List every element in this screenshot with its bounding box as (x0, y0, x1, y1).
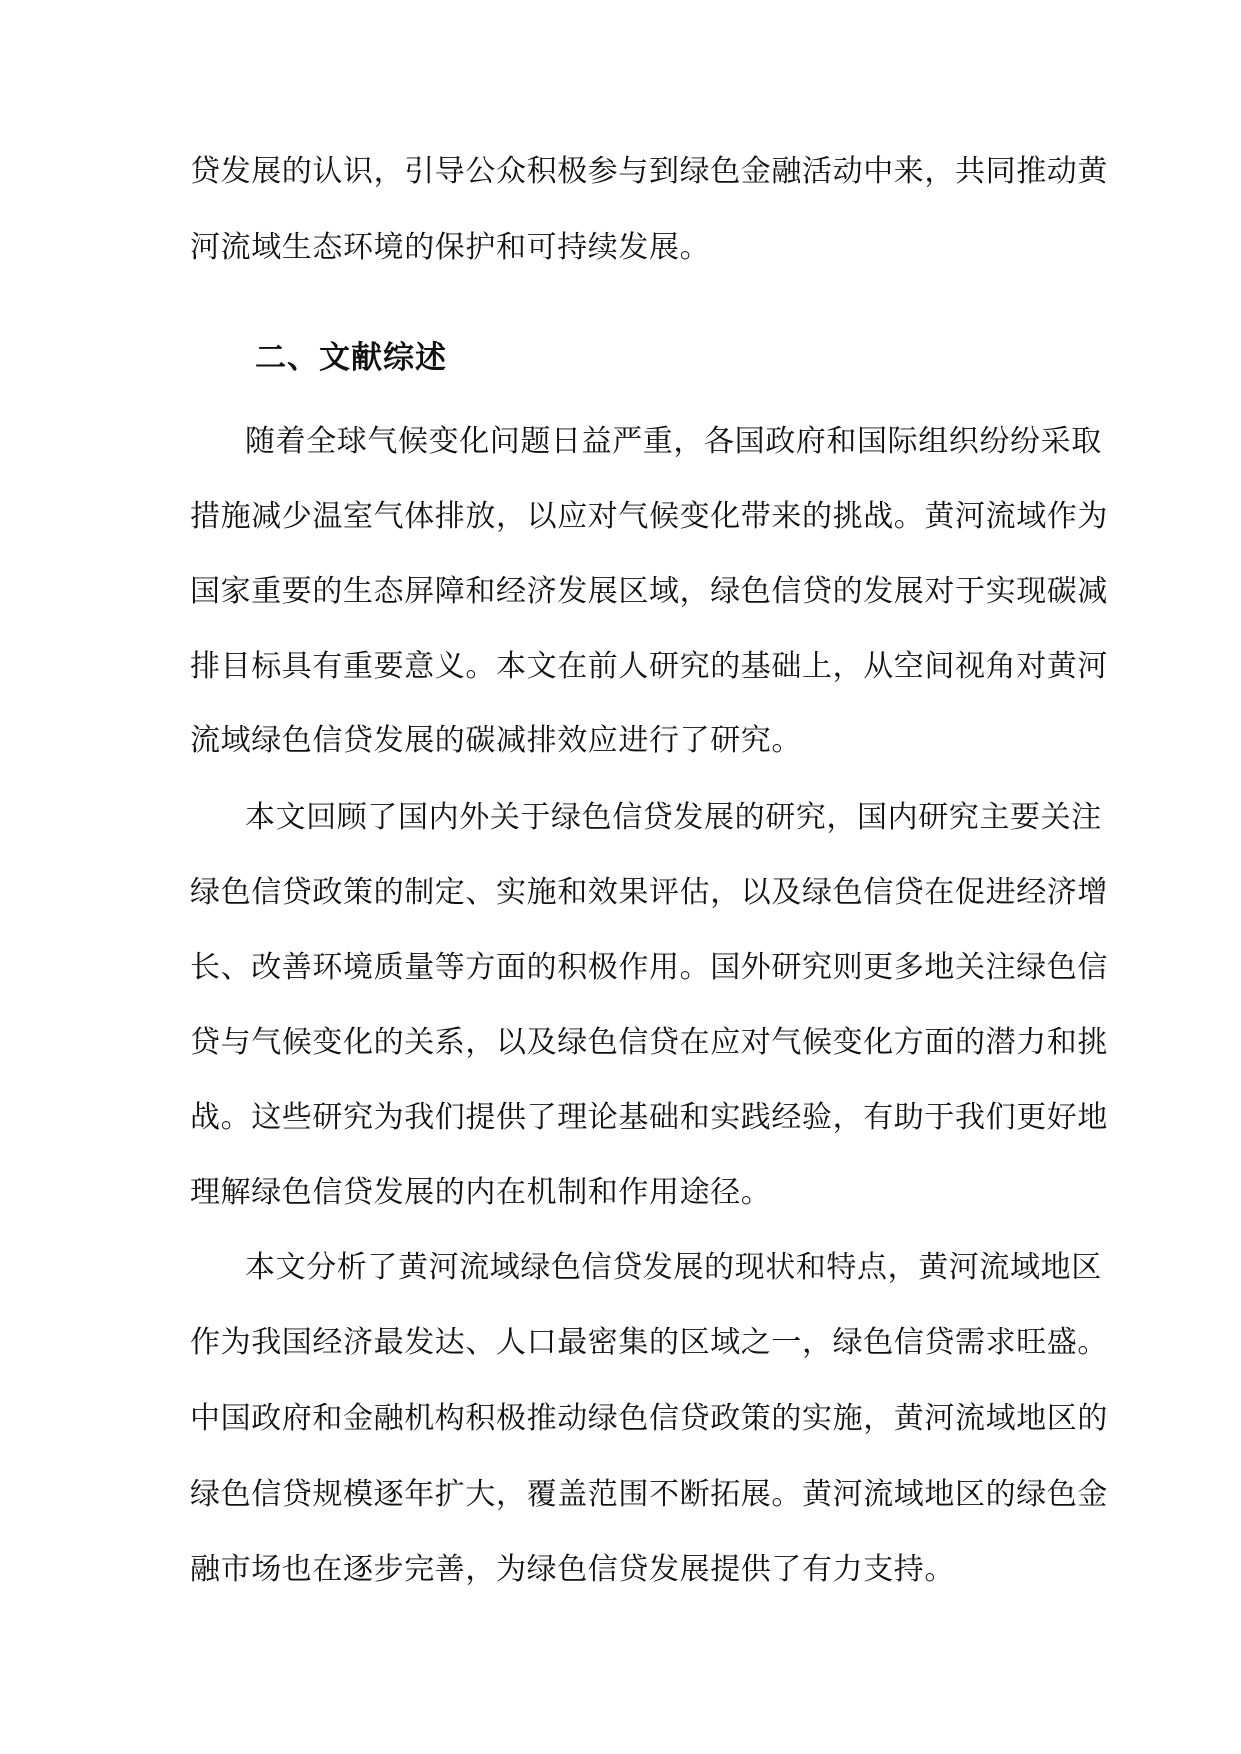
section-heading: 二、文献综述 (255, 340, 447, 376)
text-line: 措施减少温室气体排放，以应对气候变化带来的挑战。黄河流域作为 (190, 499, 1108, 534)
text-line: 本文回顾了国内外关于绿色信贷发展的研究，国内研究主要关注 (245, 800, 1102, 835)
text-line: 长、改善环境质量等方面的积极作用。国外研究则更多地关注绿色信 (190, 950, 1108, 985)
text-line: 流域绿色信贷发展的碳减排效应进行了研究。 (190, 723, 802, 758)
text-line: 融市场也在逐步完善，为绿色信贷发展提供了有力支持。 (190, 1552, 955, 1587)
text-line: 河流域生态环境的保护和可持续发展。 (190, 230, 711, 265)
text-line: 绿色信贷政策的制定、实施和效果评估，以及绿色信贷在促进经济增 (190, 875, 1108, 910)
text-line: 国家重要的生态屏障和经济发展区域，绿色信贷的发展对于实现碳减 (190, 574, 1108, 609)
text-line: 战。这些研究为我们提供了理论基础和实践经验，有助于我们更好地 (190, 1100, 1108, 1135)
text-line: 绿色信贷规模逐年扩大，覆盖范围不断拓展。黄河流域地区的绿色金 (190, 1477, 1108, 1512)
text-line: 随着全球气候变化问题日益严重，各国政府和国际组织纷纷采取 (245, 424, 1102, 459)
text-line: 中国政府和金融机构积极推动绿色信贷政策的实施，黄河流域地区的 (190, 1401, 1108, 1436)
text-line: 贷发展的认识，引导公众积极参与到绿色金融活动中来，共同推动黄 (190, 154, 1108, 189)
text-line: 理解绿色信贷发展的内在机制和作用途径。 (190, 1175, 772, 1210)
text-line: 排目标具有重要意义。本文在前人研究的基础上，从空间视角对黄河 (190, 649, 1108, 684)
text-line: 作为我国经济最发达、人口最密集的区域之一，绿色信贷需求旺盛。 (190, 1325, 1108, 1360)
text-line: 贷与气候变化的关系，以及绿色信贷在应对气候变化方面的潜力和挑 (190, 1025, 1108, 1060)
text-line: 本文分析了黄河流域绿色信贷发展的现状和特点，黄河流域地区 (245, 1250, 1102, 1285)
